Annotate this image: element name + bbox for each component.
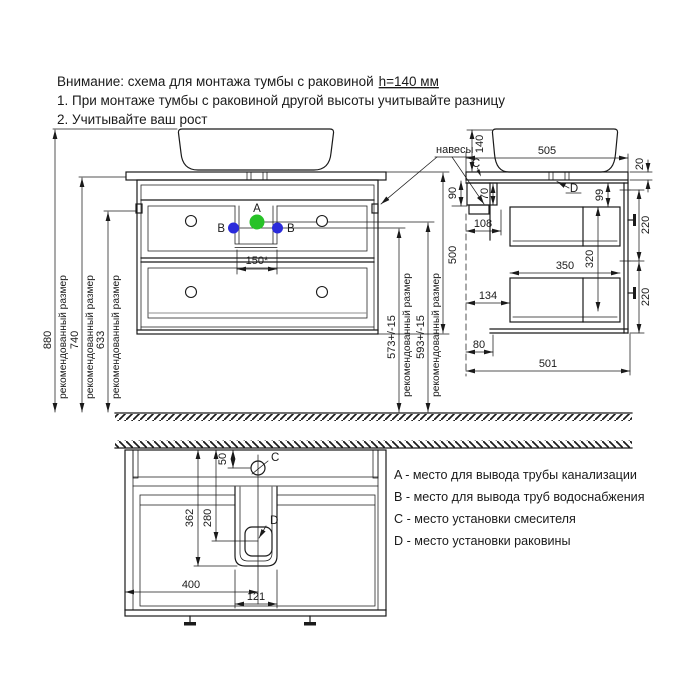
- legend-item-b: B - место для вывода труб водоснабжения: [394, 490, 645, 504]
- sink-drain-position: [245, 515, 278, 556]
- svg-text:D: D: [270, 515, 279, 527]
- svg-text:573+/-15: 573+/-15: [386, 315, 398, 359]
- svg-text:280: 280: [202, 508, 214, 528]
- dim-countertop-thickness: [630, 158, 652, 192]
- dim-center-offset: [125, 579, 258, 592]
- svg-text:320: 320: [584, 249, 596, 269]
- marker-a-label: A: [253, 203, 261, 215]
- svg-text:140: 140: [474, 134, 486, 154]
- svg-text:20: 20: [634, 157, 646, 171]
- svg-text:рекомендованный размер: рекомендованный размер: [402, 273, 413, 397]
- marker-b-label: B: [217, 223, 225, 235]
- legend: [394, 468, 645, 548]
- dim-top-clearance: [594, 183, 608, 207]
- dim-drawer2-front: [639, 262, 652, 333]
- sink-place-callout: [557, 182, 581, 196]
- drawer-hole: [317, 287, 328, 298]
- top-view: [125, 450, 386, 626]
- svg-text:505: 505: [537, 145, 557, 157]
- cabinet-side-outline: [490, 180, 630, 333]
- dim-drain-height: [415, 223, 442, 412]
- dim-bracket-drop: [479, 184, 493, 205]
- svg-text:D: D: [569, 183, 579, 195]
- svg-text:108: 108: [473, 218, 493, 230]
- legend-item-d: D - место установки раковины: [394, 534, 571, 548]
- dim-drawer1-front: [630, 190, 652, 333]
- front-view: [42, 129, 484, 412]
- dim-inner-height: [584, 207, 598, 311]
- dim-back-clearance: [466, 290, 510, 303]
- svg-text:134: 134: [478, 290, 498, 302]
- countertop-side: [466, 172, 628, 180]
- dim-bracket-height: [95, 211, 136, 412]
- svg-text:50: 50: [217, 452, 229, 466]
- svg-text:501: 501: [538, 358, 558, 370]
- countertop-front: [126, 172, 386, 180]
- dim-countertop-depth: [466, 145, 628, 172]
- dim-recess-width: [235, 570, 277, 608]
- svg-text:633: 633: [95, 330, 107, 350]
- floor-hatch: [115, 413, 632, 421]
- svg-text:593+/-15: 593+/-15: [415, 315, 427, 359]
- legend-item-c: C - место установки смесителя: [394, 512, 576, 526]
- water-point-marker: [272, 223, 283, 234]
- drawer2-side-box: [510, 278, 620, 322]
- svg-text:99: 99: [594, 188, 606, 202]
- marker-b-label: B: [287, 223, 295, 235]
- svg-text:362: 362: [184, 508, 196, 528]
- faucet-position: [251, 452, 279, 475]
- header-line2: 1. При монтаже тумбы с раковиной другой высоты учитывайте разницу: [57, 93, 506, 108]
- svg-text:740: 740: [69, 330, 81, 350]
- drawer-handle: [628, 214, 636, 299]
- sink-front-outline: [178, 129, 333, 170]
- drawer-hole: [317, 216, 328, 227]
- svg-text:90: 90: [447, 186, 459, 200]
- header-line3: 2. Учитывайте ваш рост: [57, 112, 208, 127]
- dim-drawer-depth: [510, 260, 620, 273]
- svg-text:220: 220: [640, 215, 652, 235]
- svg-text:рекомендованный размер: рекомендованный размер: [431, 273, 442, 397]
- svg-text:навесы: навесы: [436, 144, 474, 156]
- svg-text:рекомендованный размер: рекомендованный размер: [85, 275, 96, 399]
- dim-faucet-offset: [217, 450, 250, 468]
- hangers-callout: [381, 144, 484, 204]
- faucet-point-callout: [472, 158, 481, 177]
- svg-text:500: 500: [447, 245, 459, 265]
- drain-point-marker: [250, 215, 265, 230]
- svg-text:400: 400: [181, 579, 201, 591]
- svg-text:C: C: [471, 158, 481, 170]
- svg-text:70: 70: [479, 187, 491, 201]
- drawer-hole: [186, 216, 197, 227]
- legend-item-a: A - место для вывода трубы канализации: [394, 468, 637, 482]
- svg-text:220: 220: [640, 287, 652, 307]
- header-line1: Внимание: схема для монтажа тумбы с раковиной h=140 мм: [57, 74, 439, 89]
- header-note: [57, 74, 505, 127]
- svg-text:C: C: [271, 452, 280, 464]
- svg-text:рекомендованный размер: рекомендованный размер: [58, 275, 69, 399]
- svg-text:121: 121: [246, 591, 266, 603]
- drawer2-front: [141, 262, 374, 327]
- wall-hatch: [115, 441, 632, 449]
- dim-bracket-height-side: [447, 181, 467, 206]
- side-view: [447, 129, 652, 376]
- dim-bottom-recess: [466, 335, 493, 356]
- svg-text:150*: 150*: [245, 255, 269, 267]
- water-point-marker: [228, 223, 239, 234]
- svg-text:80: 80: [472, 339, 486, 351]
- dim-cabinet-depth: [466, 334, 630, 375]
- drawer-hole: [186, 287, 197, 298]
- svg-text:350: 350: [555, 260, 575, 272]
- dim-water-height: [386, 229, 413, 412]
- svg-text:рекомендованный размер: рекомендованный размер: [111, 275, 122, 399]
- drawer1-side-box: [510, 207, 620, 246]
- svg-text:880: 880: [42, 330, 54, 350]
- dim-recess-depth: [184, 450, 237, 566]
- drawer-handle: [184, 616, 316, 626]
